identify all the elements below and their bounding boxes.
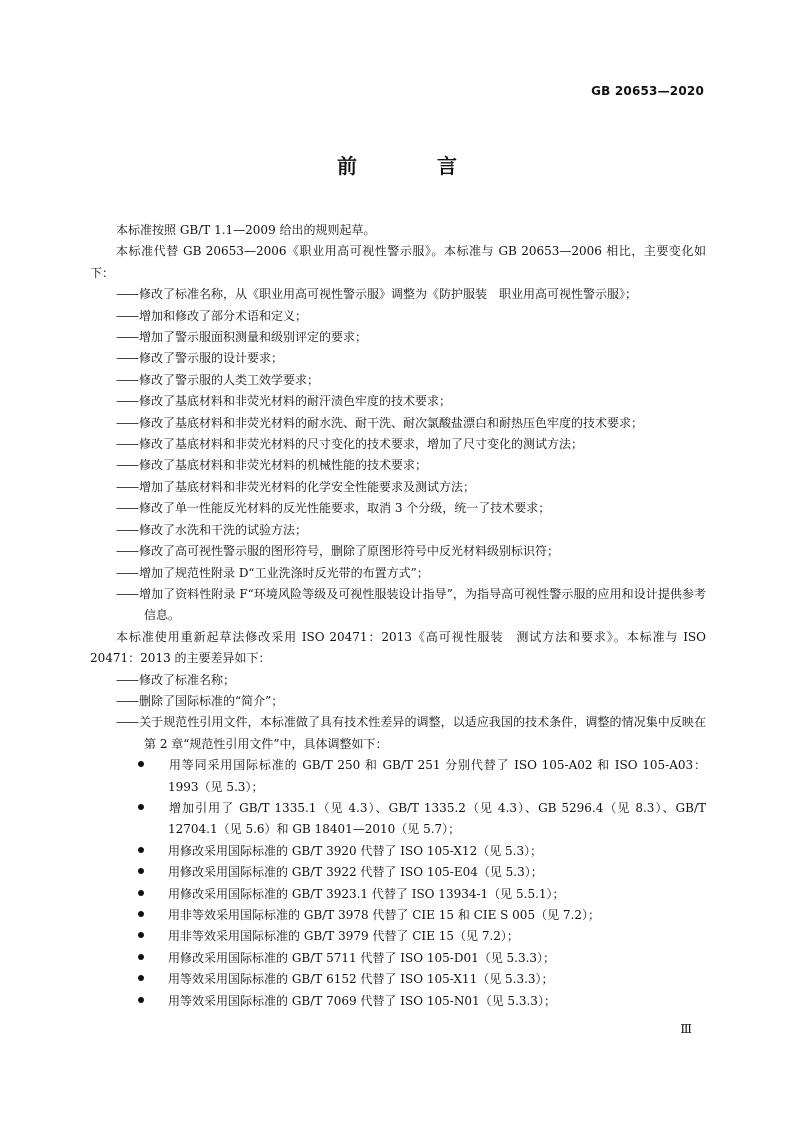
list-item: —— 增加了规范性附录 D“工业洗涤时反光带的布置方式”； bbox=[90, 563, 706, 584]
list-item bbox=[90, 991, 706, 1012]
bullet-icon bbox=[138, 905, 168, 926]
list-item: —— 增加了资料性附录 F“环境风险等级及可视性服装设计指导”，为指导高可视性警示服的应用和设计提供参考信息。 bbox=[90, 584, 706, 627]
list-item bbox=[90, 905, 706, 926]
page-title: 前 言 bbox=[337, 154, 487, 178]
list-item-text: 用修改采用国际标准的 GB/T 5711 代替了 ISO 105-D01（见 5.3.3）； bbox=[168, 950, 556, 965]
list-item: —— 修改了单一性能反光材料的反光性能要求，取消 3 个分级，统一了技术要求； bbox=[90, 498, 706, 519]
list-item: —— 关于规范性引用文件，本标准做了具有技术性差异的调整，以适应我国的技术条件，调整的情况集中反映在第 2 章“规范性引用文件”中，具体调整如下： bbox=[90, 712, 706, 755]
page-number: Ⅲ bbox=[680, 1022, 692, 1036]
list-item bbox=[90, 862, 706, 883]
list-item: —— 增加和修改了部分术语和定义； bbox=[90, 306, 706, 327]
paragraph-replacement: 本标准代替 GB 20653—2006《职业用高可视性警示服》。本标准与 GB 20653—2006 相比，主要变化如下： bbox=[90, 244, 706, 280]
list-item bbox=[90, 755, 706, 798]
list-item-text: 用非等效采用国际标准的 GB/T 3979 代替了 CIE 15（见 7.2）； bbox=[168, 929, 519, 944]
list-item: —— 修改了高可视性警示服的图形符号，删除了原图形符号中反光材料级别标识符； bbox=[90, 541, 706, 562]
bullet-icon bbox=[138, 841, 168, 862]
list-item bbox=[90, 948, 706, 969]
bullet-icon bbox=[138, 755, 168, 776]
list-item-text: 用等同采用国际标准的 GB/T 250 和 GB/T 251 分别代替了 ISO 105-A02 和 ISO 105-A03：1993（见 5.3）； bbox=[168, 758, 706, 794]
list-item: —— 修改了基底材料和非荧光材料的尺寸变化的技术要求，增加了尺寸变化的测试方法； bbox=[90, 434, 706, 455]
paragraph-drafting-rules: 本标准按照 GB/T 1.1—2009 给出的规则起草。 bbox=[116, 223, 376, 237]
standard-code-header: GB 20653—2020 bbox=[591, 84, 704, 98]
list-item: —— 增加了警示服面积测量和级别评定的要求； bbox=[90, 327, 706, 348]
bullet-icon bbox=[138, 948, 168, 969]
list-item: —— 删除了国际标准的“简介”； bbox=[90, 691, 706, 712]
list-item: —— 修改了警示服的设计要求； bbox=[90, 348, 706, 369]
list-item: —— 修改了标准名称，从《职业用高可视性警示服》调整为《防护服装 职业用高可视性警示服》； bbox=[90, 284, 706, 305]
list-item: —— 修改了基底材料和非荧光材料的机械性能的技术要求； bbox=[90, 455, 706, 476]
list-item-text: 用等效采用国际标准的 GB/T 7069 代替了 ISO 105-N01（见 5.3.3）； bbox=[168, 993, 556, 1008]
list-item-text: 用修改采用国际标准的 GB/T 3923.1 代替了 ISO 13934-1（见 5.5.1）； bbox=[168, 886, 565, 901]
list-item-text: 用非等效采用国际标准的 GB/T 3978 代替了 CIE 15 和 CIE S 005（见 7.2）； bbox=[168, 908, 600, 922]
list-item bbox=[90, 884, 706, 905]
list-item: —— 修改了基底材料和非荧光材料的耐水洗、耐干洗、耐次氯酸盐漂白和耐热压色牢度的技术要求； bbox=[90, 413, 706, 434]
list-item: —— 修改了水洗和干洗的试验方法； bbox=[90, 520, 706, 541]
list-item: —— 修改了标准名称； bbox=[90, 670, 706, 691]
bullet-icon bbox=[138, 926, 168, 947]
changes-list bbox=[90, 284, 706, 627]
paragraph-iso-adoption: 本标准使用重新起草法修改采用 ISO 20471：2013《高可视性服装 测试方法和要求》。本标准与 ISO 20471：2013 的主要差异如下： bbox=[90, 629, 706, 666]
bullet-icon bbox=[138, 969, 168, 990]
list-item: —— 增加了基底材料和非荧光材料的化学安全性能要求及测试方法； bbox=[90, 477, 706, 498]
list-item bbox=[90, 798, 706, 841]
list-item bbox=[90, 926, 706, 947]
list-item-text: 用等效采用国际标准的 GB/T 6152 代替了 ISO 105-X11（见 5.3.3）； bbox=[168, 972, 554, 987]
list-item bbox=[90, 969, 706, 990]
bullet-icon bbox=[138, 991, 168, 1012]
list-item-text: 用修改采用国际标准的 GB/T 3922 代替了 ISO 105-E04（见 5.3）； bbox=[168, 865, 543, 880]
bullet-icon bbox=[138, 862, 168, 883]
bullet-icon bbox=[138, 798, 168, 819]
list-item: —— 修改了警示服的人类工效学要求； bbox=[90, 370, 706, 391]
bullet-icon bbox=[138, 884, 168, 905]
adjustments-list bbox=[90, 755, 706, 1012]
list-item-text: 用修改采用国际标准的 GB/T 3920 代替了 ISO 105-X12（见 5.3）； bbox=[168, 843, 543, 858]
differences-list bbox=[90, 670, 706, 756]
foreword-body bbox=[90, 220, 706, 1012]
list-item-text: 增加引用了 GB/T 1335.1（见 4.3）、GB/T 1335.2（见 4.3）、GB 5296.4（见 8.3）、GB/T 12704.1（见 5.6）和 GB 18401—2010（见 5.7）； bbox=[168, 800, 706, 837]
list-item: —— 修改了基底材料和非荧光材料的耐汗渍色牢度的技术要求； bbox=[90, 391, 706, 412]
list-item bbox=[90, 841, 706, 862]
